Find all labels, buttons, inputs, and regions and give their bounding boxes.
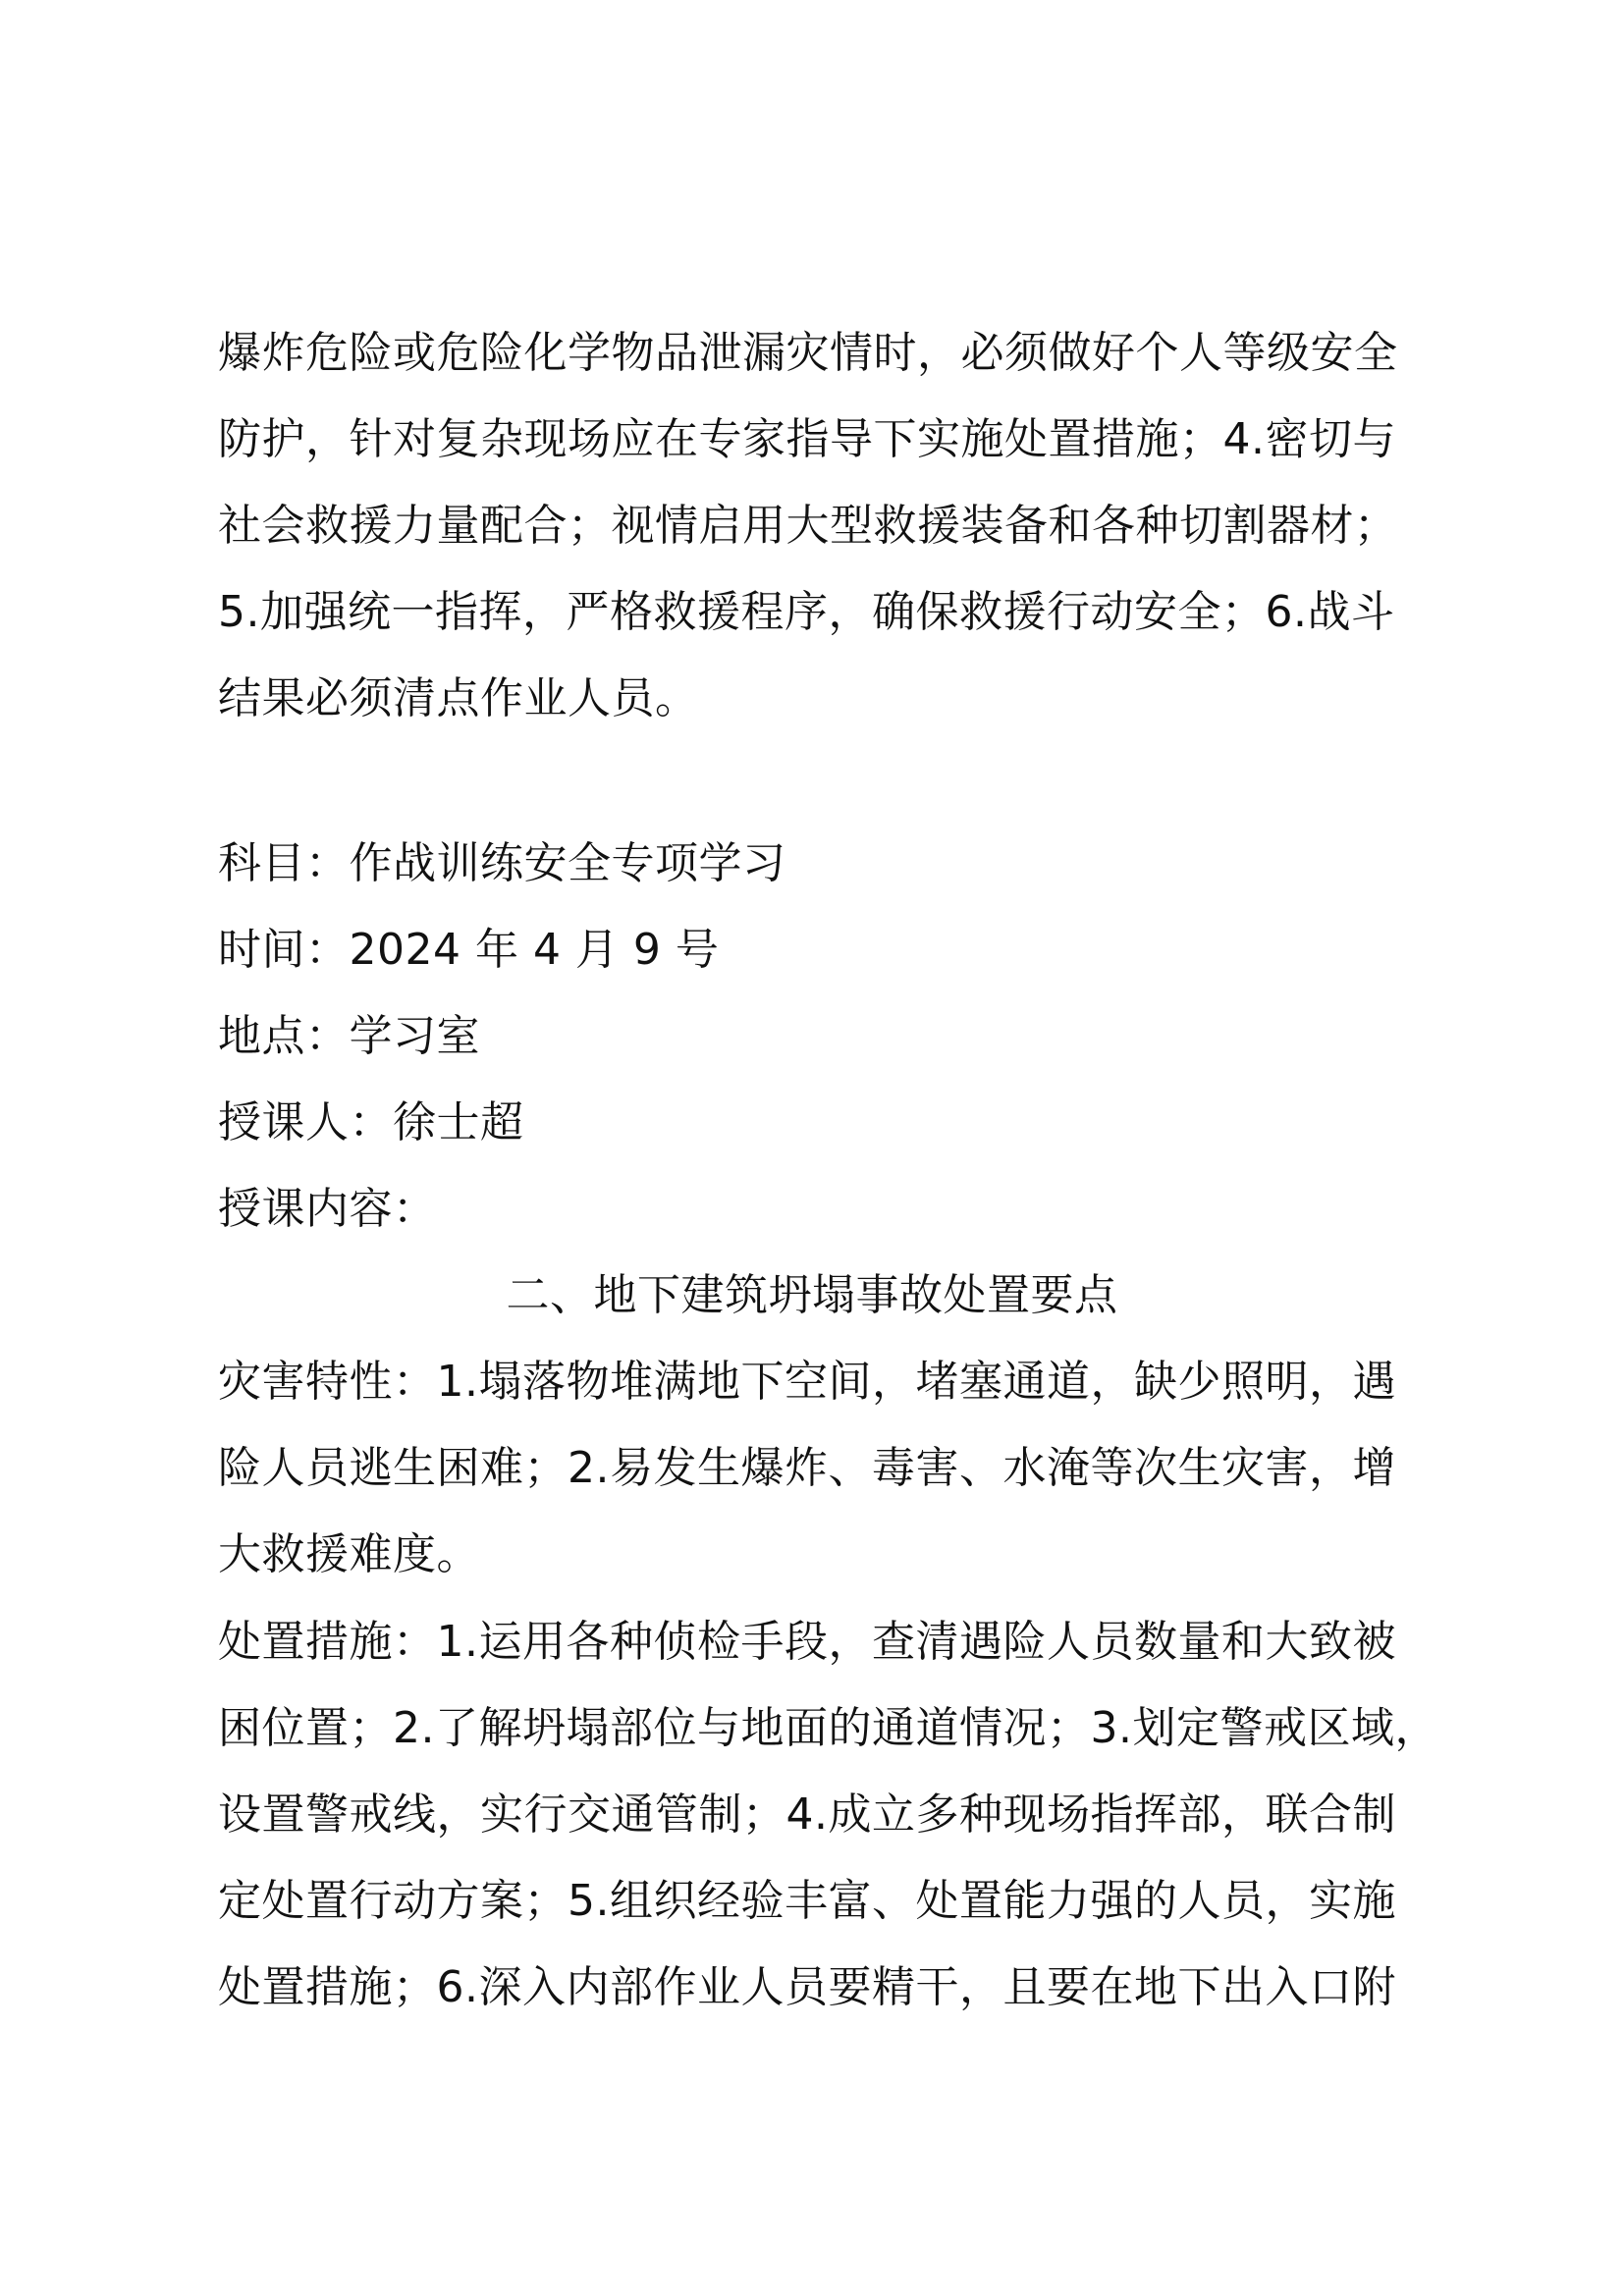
subject-line: 科目：作战训练安全专项学习 (218, 838, 786, 888)
section-heading: 二、地下建筑坍塌事故处置要点 (506, 1270, 1118, 1320)
paragraph-line: 防护，针对复杂现场应在专家指导下实施处置措施；4.密切与 (218, 414, 1396, 464)
measure-line: 处置措施：1.运用各种侦检手段，查清遇险人员数量和大致被 (218, 1617, 1396, 1667)
time-line: 时间：2024 年 4 月 9 号 (218, 925, 720, 975)
measure-line: 困位置；2.了解坍塌部位与地面的通道情况；3.划定警戒区域， (218, 1703, 1438, 1753)
paragraph-line: 社会救援力量配合；视情启用大型救援装备和各种切割器材； (218, 501, 1398, 551)
hazard-line: 大救援难度。 (218, 1529, 480, 1579)
paragraph-line: 结果必须清点作业人员。 (218, 673, 699, 723)
paragraph-line: 5.加强统一指挥，严格救援程序，确保救援行动安全；6.战斗 (218, 587, 1395, 637)
instructor-line: 授课人：徐士超 (218, 1097, 524, 1148)
paragraph-line: 爆炸危险或危险化学物品泄漏灾情时，必须做好个人等级安全 (218, 328, 1398, 378)
measure-line: 定处置行动方案；5.组织经验丰富、处置能力强的人员，实施 (218, 1876, 1396, 1926)
hazard-line: 灾害特性：1.塌落物堆满地下空间，堵塞通道，缺少照明，遇 (218, 1357, 1396, 1407)
location-line: 地点：学习室 (218, 1011, 480, 1061)
measure-line: 设置警戒线，实行交通管制；4.成立多种现场指挥部，联合制 (218, 1789, 1396, 1840)
measure-line: 处置措施；6.深入内部作业人员要精干，且要在地下出入口附 (218, 1962, 1396, 2012)
content-label: 授课内容： (218, 1184, 437, 1234)
hazard-line: 险人员逃生困难；2.易发生爆炸、毒害、水淹等次生灾害，增 (218, 1443, 1396, 1493)
